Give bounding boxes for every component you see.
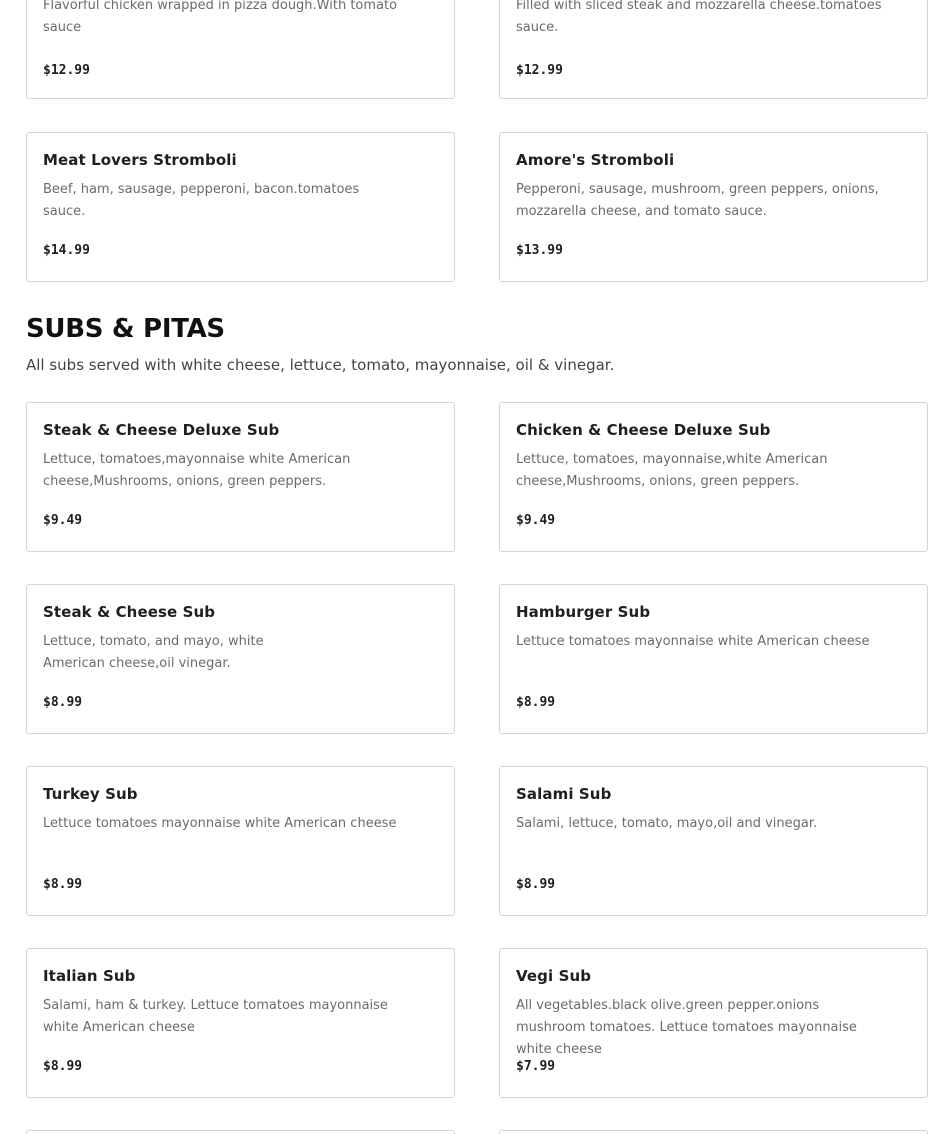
menu-item-description: Filled with sliced steak and mozzarella cheese.tomatoes sauce. (516, 0, 882, 35)
menu-item-description: All vegetables.black olive.green pepper.onions mushroom tomatoes. Lettuce tomatoes mayonnaise white cheese (516, 998, 857, 1057)
menu-item-card[interactable] (26, 132, 455, 282)
menu-item-price: $8.99 (43, 877, 83, 892)
menu-item-description: Lettuce, tomatoes, mayonnaise,white American cheese,Mushrooms, onions, green peppers. (516, 452, 828, 489)
menu-item-description: Flavorful chicken wrapped in pizza dough.With tomato sauce (43, 0, 398, 35)
menu-item-description: Lettuce tomatoes mayonnaise white American cheese (516, 634, 870, 649)
menu-item-card[interactable] (26, 402, 455, 552)
menu-item-price: $13.99 (516, 243, 563, 258)
menu-item-price: $14.99 (43, 243, 90, 258)
section-description: All subs served with white cheese, lettuce, tomato, mayonnaise, oil & vinegar. (26, 356, 615, 374)
menu-item-card[interactable] (499, 584, 928, 734)
menu-item-price: $8.99 (516, 695, 556, 710)
menu-item-name: Amore's Stromboli (516, 151, 675, 169)
menu-item-name: Chicken & Cheese Deluxe Sub (516, 421, 771, 439)
menu-item-price: $8.99 (516, 877, 556, 892)
menu-item-card[interactable] (26, 1130, 455, 1134)
menu-item-name: Italian Sub (43, 967, 136, 985)
menu-item-card[interactable] (499, 766, 928, 916)
menu-item-name: Turkey Sub (43, 785, 138, 803)
menu-item-card[interactable] (499, 1130, 928, 1134)
menu-item-name: Hamburger Sub (516, 603, 651, 621)
menu-item-card[interactable] (26, 948, 455, 1098)
menu-item-price: $9.49 (43, 513, 83, 528)
menu-item-card[interactable] (499, 948, 928, 1098)
menu-item-description: Lettuce, tomatoes,mayonnaise white American cheese,Mushrooms, onions, green peppers. (43, 452, 351, 489)
menu-item-name: Steak & Cheese Sub (43, 603, 216, 621)
menu-item-description: Salami, lettuce, tomato, mayo,oil and vinegar. (516, 816, 818, 831)
menu-item-description: Salami, ham & turkey. Lettuce tomatoes mayonnaise white American cheese (43, 998, 388, 1035)
menu-item-card[interactable] (499, 132, 928, 282)
menu-item-card[interactable] (499, 0, 928, 99)
menu-item-price: $12.99 (516, 63, 563, 78)
menu-item-description: Lettuce, tomato, and mayo, white American cheese,oil vinegar. (43, 634, 264, 671)
menu-item-name: Vegi Sub (516, 967, 592, 985)
menu-item-price: $9.49 (516, 513, 556, 528)
menu-item-card[interactable] (26, 766, 455, 916)
menu-item-price: $7.99 (516, 1059, 556, 1074)
menu-item-description: Beef, ham, sausage, pepperoni, bacon.tomatoes sauce. (43, 182, 360, 219)
menu-item-price: $12.99 (43, 63, 90, 78)
menu-item-card[interactable] (499, 402, 928, 552)
menu-item-card[interactable] (26, 0, 455, 99)
menu-item-name: Salami Sub (516, 785, 612, 803)
section-title: SUBS & PITAS (26, 314, 225, 344)
menu-item-description: Pepperoni, sausage, mushroom, green peppers, onions, mozzarella cheese, and tomato sauce. (516, 182, 879, 219)
menu-item-price: $8.99 (43, 695, 83, 710)
menu-item-name: Steak & Cheese Deluxe Sub (43, 421, 280, 439)
menu-item-description: Lettuce tomatoes mayonnaise white American cheese (43, 816, 397, 831)
menu-item-price: $8.99 (43, 1059, 83, 1074)
menu-item-card[interactable] (26, 584, 455, 734)
menu-item-name: Meat Lovers Stromboli (43, 151, 237, 169)
